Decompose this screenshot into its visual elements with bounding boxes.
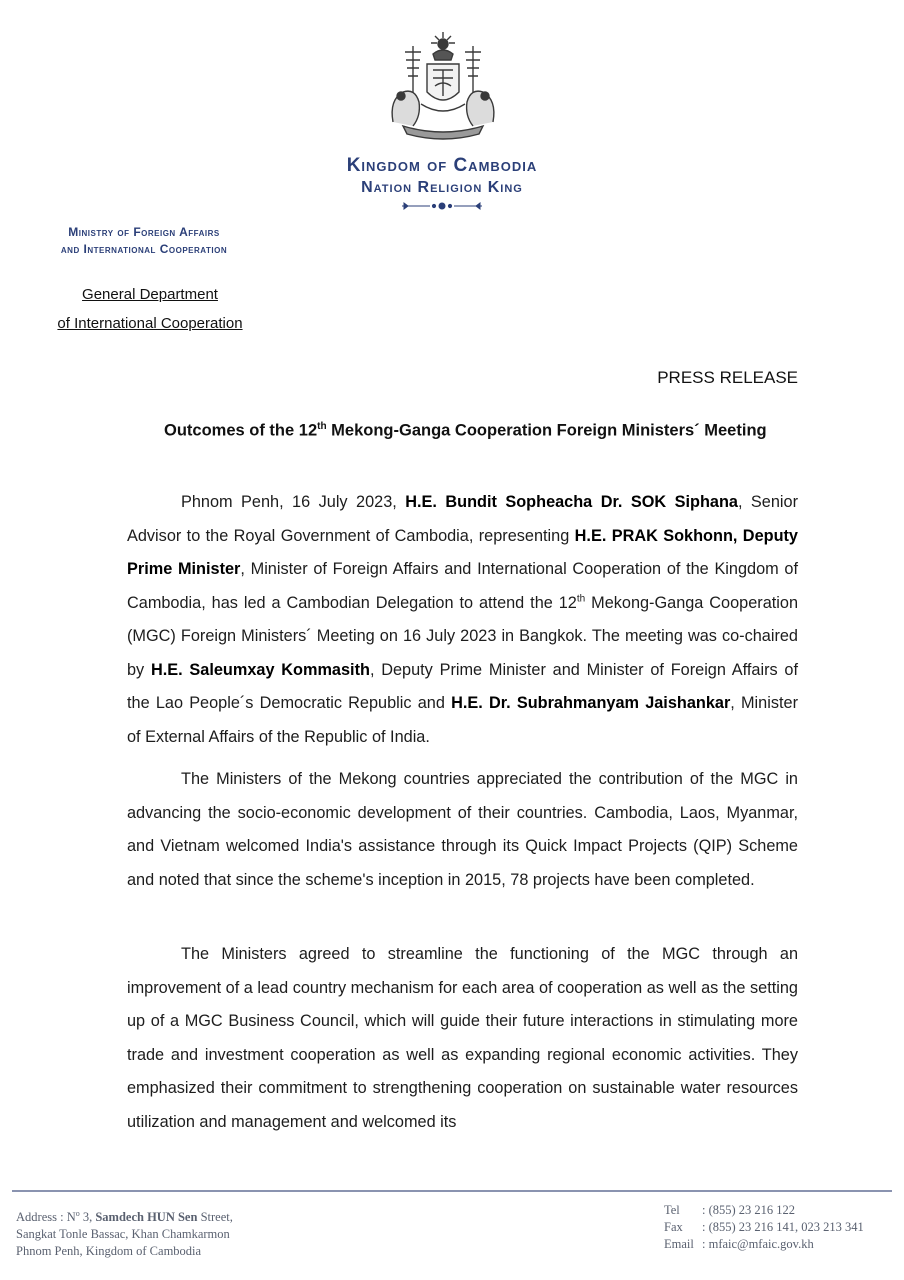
address-street-name: Samdech HUN Sen — [95, 1210, 198, 1225]
address-line-1 — [16, 1205, 346, 1226]
email-value[interactable]: : mfaic@mfaic.gov.kh — [702, 1237, 814, 1251]
body-paragraph-3 — [127, 938, 798, 1139]
address-label: Address : N — [16, 1210, 76, 1225]
tel-row — [664, 1202, 900, 1219]
address-street-suffix: Street, — [197, 1210, 233, 1225]
royal-coat-of-arms-icon — [383, 30, 503, 142]
headline-ordinal: th — [317, 421, 327, 432]
footer-address — [16, 1205, 346, 1260]
email-label: Email — [664, 1237, 694, 1251]
headline-prefix: Outcomes of the 12 — [164, 421, 318, 440]
national-motto: Nation Religion King — [361, 179, 523, 196]
p1-name-jaishankar: H.E. Dr. Subrahmanyam Jaishankar — [451, 694, 731, 712]
p1-text-4: Mekong-Ganga Cooperation (MGC) Foreign Ministers´ Meeting on 16 July 2023 in Bangkok. The meeting was co-chaired by — [127, 593, 798, 679]
email-row — [664, 1236, 900, 1253]
tel-label: Tel — [664, 1203, 680, 1217]
fax-row — [664, 1219, 900, 1236]
ministry-name — [14, 224, 274, 258]
body-paragraph-2 — [127, 763, 798, 897]
footer-divider — [12, 1190, 892, 1192]
decorative-divider-icon — [400, 200, 484, 212]
p1-text-5: , Deputy Prime Minister and Minister of Foreign Affairs of the Lao People´s Democratic Republic and — [127, 660, 798, 712]
address-number: 3, — [79, 1210, 96, 1225]
tel-value: : (855) 23 216 122 — [702, 1203, 796, 1217]
p1-name-prak-sokhonn: H.E. PRAK Sokhonn, Deputy Prime Minister — [127, 526, 798, 578]
p1-name-sok-siphana: H.E. Bundit Sopheacha Dr. SOK Siphana — [405, 493, 738, 511]
fax-value: : (855) 23 216 141, 023 213 341 — [702, 1220, 864, 1234]
body-paragraph-1 — [127, 486, 798, 754]
address-number-sign: o — [75, 1209, 80, 1218]
p1-text-3: , Minister of Foreign Affairs and International Cooperation of the Kingdom of Cambodia, has led a Cambodian Delegation to attend the 12 — [127, 560, 798, 612]
p3-text: The Ministers agreed to streamline the functioning of the MGC through an improvement of a lead country mechanism for each area of cooperation as well as the setting up of a MGC Business Council, which will guide their future interactions in stimulating more trade and investment cooperation as well as expanding regional economic activities. They emphasized their commitment to strengthening cooperation on sustainable water resources utilization and management and welcomed its — [127, 945, 798, 1131]
p2-text: The Ministers of the Mekong countries appreciated the contribution of the MGC in advancing the socio-economic development of their countries. Cambodia, Laos, Myanmar, and Vietnam welcomed India's assistance through its Quick Impact Projects (QIP) Scheme and noted that since the scheme's inception in 2015, 78 projects have been completed. — [127, 770, 798, 889]
address-line-2: Sangkat Tonle Bassac, Khan Chamkarmon — [16, 1227, 230, 1242]
p1-text-2: , Senior Advisor to the Royal Government of Cambodia, representing — [127, 493, 798, 545]
p1-text-6: , Minister of External Affairs of the Republic of India. — [127, 694, 798, 746]
p1-ordinal: th — [576, 593, 586, 605]
department-line-2: of International Cooperation — [57, 315, 243, 332]
p1-text-1: Phnom Penh, 16 July 2023, — [181, 493, 406, 511]
ministry-line-2: and International Cooperation — [60, 242, 228, 256]
kingdom-title: Kingdom of Cambodia — [346, 155, 538, 176]
p1-name-kommasith: H.E. Saleumxay Kommasith — [150, 660, 370, 679]
ministry-line-1: Ministry of Foreign Affairs — [68, 225, 220, 239]
address-line-3: Phnom Penh, Kingdom of Cambodia — [16, 1244, 202, 1259]
department-line-1: General Department — [82, 286, 218, 303]
press-release-headline — [164, 421, 767, 441]
footer-contacts — [664, 1202, 900, 1253]
document-type-label: PRESS RELEASE — [657, 368, 798, 387]
headline-suffix: Mekong-Ganga Cooperation Foreign Ministers´ Meeting — [326, 421, 767, 440]
fax-label: Fax — [664, 1220, 683, 1234]
